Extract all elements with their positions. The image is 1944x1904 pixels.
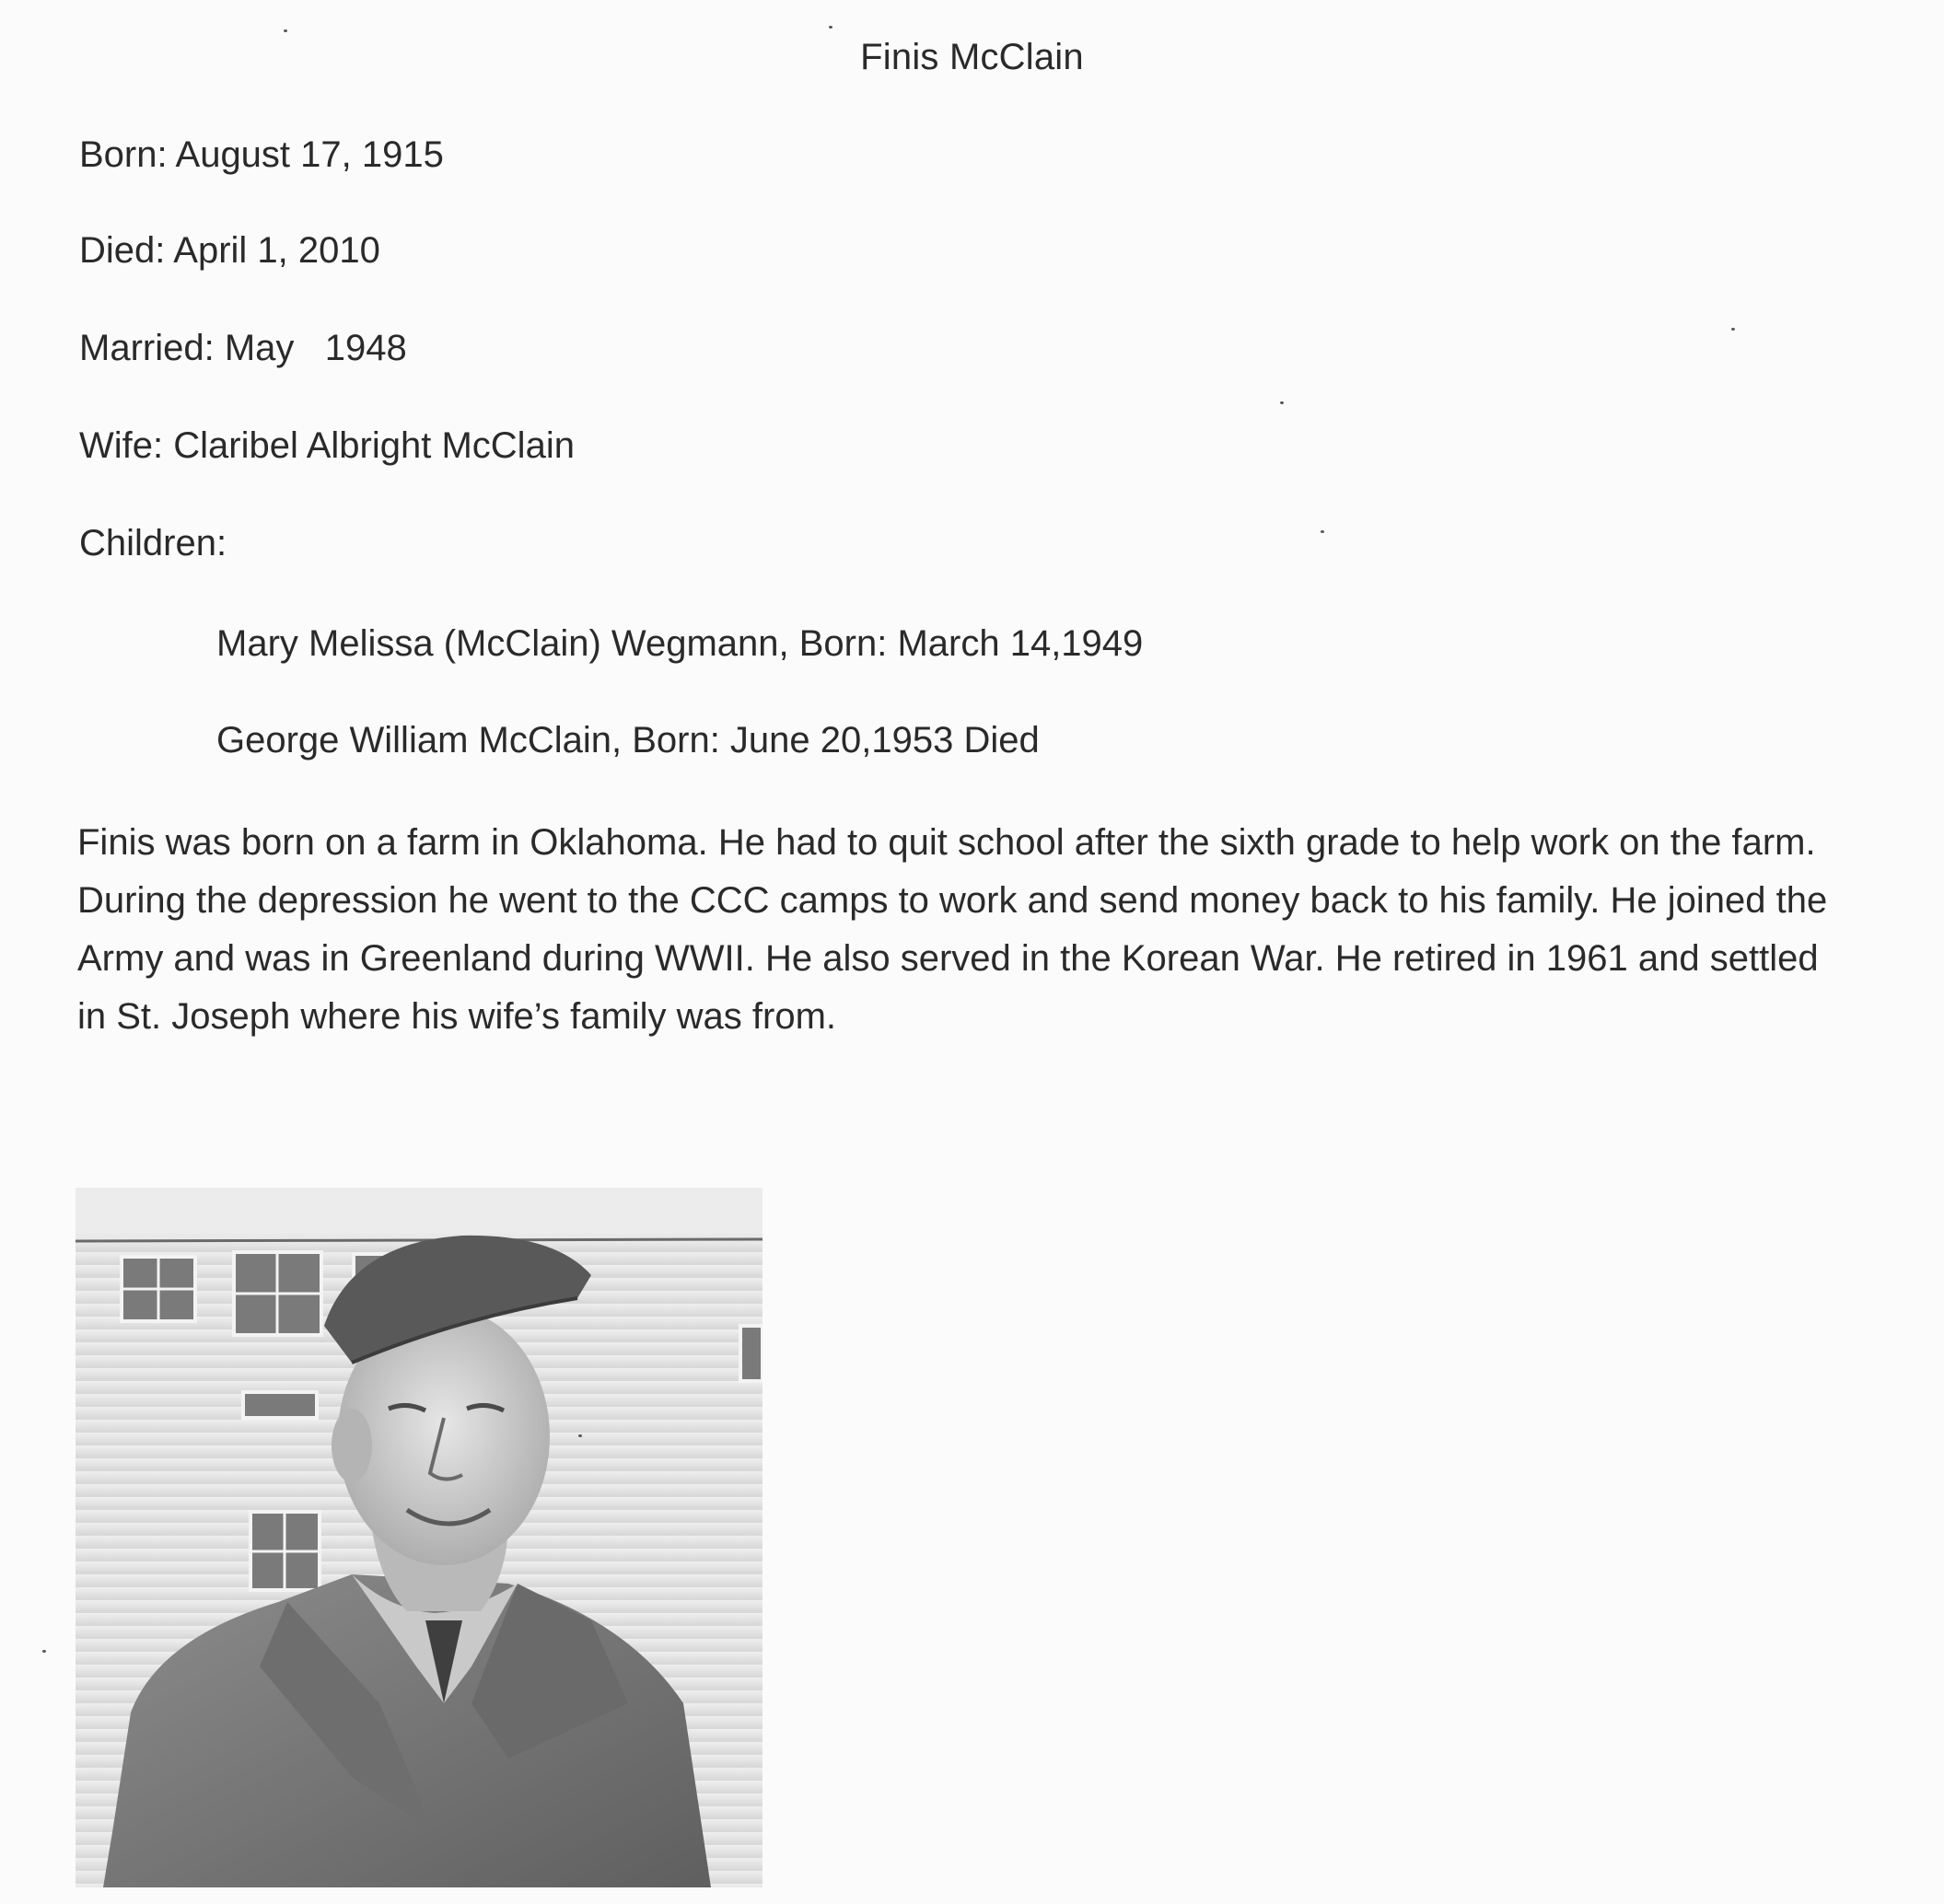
portrait-photo [76, 1188, 762, 1887]
died-line: Died: April 1, 2010 [79, 230, 380, 271]
scan-speck [578, 1434, 582, 1437]
scan-speck [1321, 530, 1324, 533]
born-line: Born: August 17, 1915 [79, 134, 444, 175]
scan-speck [284, 29, 287, 32]
scan-speck [42, 1650, 46, 1653]
scan-speck [1731, 328, 1735, 331]
married-line: Married: May 1948 [79, 328, 407, 368]
child-item-mary: Mary Melissa (McClain) Wegmann, Born: March 14,1949 [216, 623, 1144, 664]
biography-paragraph: Finis was born on a farm in Oklahoma. He had to quit school after the sixth grade to help work on the farm. During the depression he went to the CCC camps to work and send money back to his family. He joined the Army and was in Greenland during WWII. He also served in the Korean War. He retired in 1961 and settled in St. Joseph where his wife’s family was from. [77, 822, 1828, 1037]
scan-speck [829, 26, 832, 29]
wife-line: Wife: Claribel Albright McClain [79, 425, 575, 466]
child-item-george: George William McClain, Born: June 20,1953 Died [216, 720, 1040, 760]
scan-speck [1280, 401, 1284, 404]
children-label: Children: [79, 523, 227, 563]
document-title: Finis McClain [860, 37, 1084, 77]
portrait-illustration [76, 1188, 762, 1887]
